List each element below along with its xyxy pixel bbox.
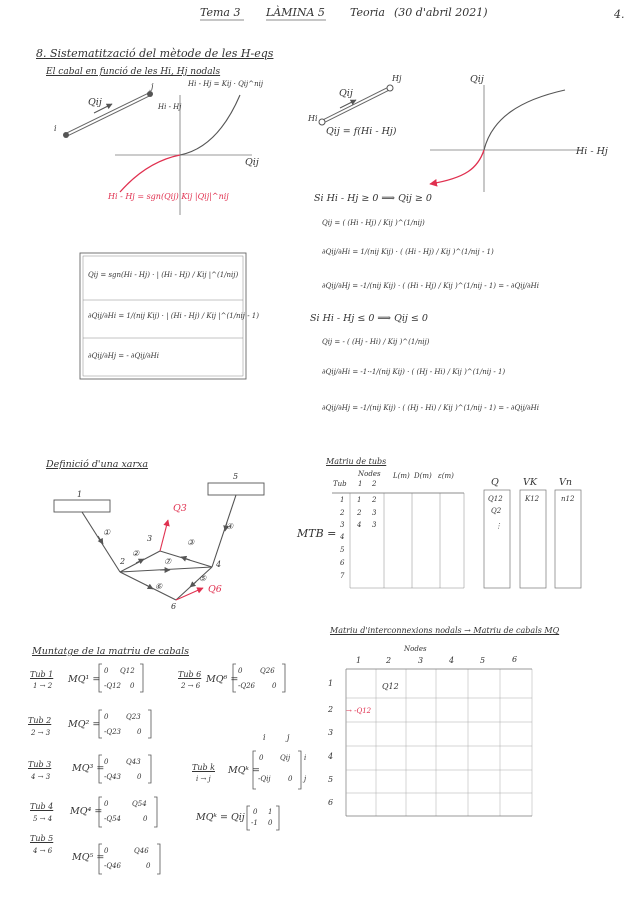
general-compact-m22: 0: [268, 819, 273, 827]
case-negative-dqdhi: ∂Qij/∂Hi = -1·-1/(nij Kij) · ( (Hj - Hi) / Kij )^(1/nij - 1): [322, 368, 506, 376]
general-tub-dir: i → j: [196, 775, 211, 783]
vn-vector-entry-1: n12: [561, 495, 575, 503]
grid-row-3: 3: [328, 728, 334, 737]
mtb-row-3-n2: 3: [372, 521, 377, 529]
grid-col-3: 3: [418, 656, 424, 665]
tub3-dir: 4 → 3: [31, 773, 51, 781]
node-label-2: 2: [120, 557, 126, 566]
case-negative-condition: Si Hi - Hj ≤ 0 ⟹ Qij ≤ 0: [310, 313, 428, 324]
header-sheet: LÀMINA 5: [266, 6, 325, 19]
tub2-m22: 0: [137, 728, 142, 736]
general-compact-m12: 1: [268, 808, 273, 816]
general-col-i: i: [263, 733, 266, 742]
pipe-label-2: ②: [132, 549, 140, 558]
pipe-label-1: ①: [103, 528, 111, 537]
mtb-header-tub: Tub: [333, 480, 347, 488]
tub3-name: Tub 3: [28, 760, 52, 769]
interconnexions-title: Matriu d'interconnexions nodals → Matriu de cabals MQ: [330, 626, 560, 635]
case-positive-dqdhj: ∂Qij/∂Hj = -1/(nij Kij) · ( (Hi - Hj) / Kij )^(1/nij - 1) = - ∂Qij/∂Hi: [322, 282, 540, 290]
tub3-m11: 0: [104, 758, 109, 766]
mtb-header-eps: ε(m): [438, 472, 454, 480]
section-subtitle: El cabal en funció de les Hi, Hj nodals: [46, 67, 221, 77]
tub1-dir: 1 → 2: [33, 682, 53, 690]
grid-cell-2-1: → -Q12: [346, 707, 372, 715]
general-tub-name: Tub k: [192, 763, 215, 772]
general-col-j: j: [287, 733, 290, 742]
general-compact-m21: -1: [251, 819, 258, 827]
general-m21: -Qij: [258, 775, 271, 783]
mtb-header-l: L(m): [393, 472, 410, 480]
boxed-formula-dqdhi: ∂Qij/∂Hi = 1/(nij Kij) · | (Hi - Hj) / Kij |^(1/nij - 1): [88, 312, 259, 320]
tub6-dir: 2 → 6: [181, 682, 201, 690]
tub1-mq-label: MQ¹ =: [68, 674, 101, 685]
general-compact-label: MQᵏ = Qij: [196, 812, 245, 823]
right-relation: Qij = f(Hi - Hj): [326, 126, 397, 137]
general-m12: Qij: [280, 754, 291, 762]
tub4-name: Tub 4: [30, 802, 54, 811]
interconnexions-nodes-label: Nodes: [404, 645, 427, 653]
network-title: Definició d'una xarxa: [46, 459, 149, 470]
general-compact-m11: 0: [253, 808, 258, 816]
tub6-mq-label: MQ⁶ =: [206, 674, 239, 685]
mtb-row-6-tub: 6: [340, 559, 345, 567]
right-axis-y-label: Qij: [470, 74, 484, 85]
mtb-label: MTB =: [297, 527, 337, 540]
mtb-row-1-n2: 2: [372, 496, 377, 504]
tub4-m21: -Q54: [104, 815, 122, 823]
tank-label-5: 5: [233, 472, 239, 481]
mtb-row-2-n1: 2: [357, 509, 362, 517]
case-positive-q: Qij = ( (Hi - Hj) / Kij )^(1/nij): [322, 219, 425, 227]
tub5-m22: 0: [146, 862, 151, 870]
tub2-dir: 2 → 3: [31, 729, 51, 737]
pipe-label-4: ④: [226, 522, 234, 531]
left-node-j: j: [151, 82, 154, 91]
tub1-m11: 0: [104, 667, 109, 675]
left-node-i: i: [54, 124, 57, 133]
case-positive-dqdhi: ∂Qij/∂Hi = 1/(nij Kij) · ( (Hi - Hj) / Kij )^(1/nij - 1): [322, 248, 494, 256]
node-label-4: 4: [216, 560, 222, 569]
tub5-m12: Q46: [134, 847, 149, 855]
grid-col-5: 5: [480, 656, 486, 665]
left-axis-y-label: Hi - Hj: [158, 103, 182, 111]
general-m22: 0: [288, 775, 293, 783]
tub2-m21: -Q23: [104, 728, 122, 736]
tub6-m22: 0: [272, 682, 277, 690]
tub3-m22: 0: [137, 773, 142, 781]
case-positive-condition: Si Hi - Hj ≥ 0 ⟹ Qij ≥ 0: [314, 193, 432, 204]
mtb-row-2-n2: 3: [372, 509, 377, 517]
montatge-title: Muntatge de la matriu de cabals: [32, 646, 190, 657]
grid-col-2: 2: [386, 656, 392, 665]
case-negative-q: Qij = - ( (Hj - Hi) / Kij )^(1/nij): [322, 338, 430, 346]
header-kind: Teoria: [350, 6, 385, 19]
mtb-row-7-tub: 7: [340, 572, 345, 580]
pipe-label-3: ③: [187, 538, 195, 547]
mtb-frames: [332, 490, 581, 588]
left-flow-label: Qij: [88, 97, 102, 108]
vk-vector-header: VK: [523, 477, 537, 488]
tub1-m21: -Q12: [104, 682, 122, 690]
grid-col-4: 4: [449, 656, 455, 665]
mtb-row-5-tub: 5: [340, 546, 345, 554]
pipe-label-6: ⑥: [155, 582, 163, 591]
grid-row-2: 2: [328, 705, 334, 714]
tub1-name: Tub 1: [30, 670, 54, 679]
q-vector-entry-1: Q12: [488, 495, 503, 503]
outflow-label-q6: Q6: [208, 584, 222, 595]
tub2-m11: 0: [104, 713, 109, 721]
qij-vs-hi-hj-plot: [430, 85, 582, 192]
node-label-6: 6: [171, 602, 177, 611]
grid-col-6: 6: [512, 655, 518, 664]
tub4-m11: 0: [104, 800, 109, 808]
tub5-m21: -Q46: [104, 862, 122, 870]
case-negative-dqdhj: ∂Qij/∂Hj = -1/(nij Kij) · ( (Hj - Hi) / Kij )^(1/nij - 1) = - ∂Qij/∂Hi: [322, 404, 540, 412]
grid-row-4: 4: [328, 752, 334, 761]
grid-row-1: 1: [328, 679, 334, 688]
q-vector-entry-3: ⋮: [495, 522, 502, 530]
pipe-ij-right: [319, 85, 393, 125]
vn-vector-header: Vn: [559, 477, 572, 488]
tub1-m12: Q12: [120, 667, 135, 675]
mtb-row-3-n1: 4: [357, 521, 362, 529]
tub2-name: Tub 2: [28, 716, 52, 725]
grid-cell-1-2: Q12: [382, 682, 399, 691]
grid-row-6: 6: [328, 798, 334, 807]
tub2-mq-label: MQ² =: [68, 719, 101, 730]
boxed-formula-q: Qij = sgn(Hi - Hj) · | (Hi - Hj) / Kij |^(1/nij): [88, 271, 239, 279]
left-curve-label: Hi - Hj = Kij · Qij^nij: [188, 80, 263, 88]
tub2-m12: Q23: [126, 713, 141, 721]
section-title: 8. Sistematització del mètode de les H-eqs: [36, 47, 274, 60]
node-label-3: 3: [147, 534, 153, 543]
mtb-header-node1: 1: [358, 480, 363, 488]
general-m11: 0: [259, 754, 264, 762]
tub4-dir: 5 → 4: [33, 815, 53, 823]
general-mq-label: MQᵏ =: [228, 765, 260, 776]
vk-vector-entry-1: K12: [525, 495, 540, 503]
q-vector-header: Q: [491, 477, 499, 488]
tub3-m21: -Q43: [104, 773, 122, 781]
mtb-row-1-n1: 1: [357, 496, 362, 504]
mtb-header-node2: 2: [372, 480, 377, 488]
outflow-label-q3: Q3: [173, 503, 187, 514]
mtb-row-3-tub: 3: [340, 521, 345, 529]
page-number: 4.: [614, 8, 625, 21]
grid-row-5: 5: [328, 775, 334, 784]
right-node-hi: Hi: [308, 114, 318, 123]
tub5-dir: 4 → 6: [33, 847, 53, 855]
general-row-j: j: [304, 775, 307, 783]
tub6-name: Tub 6: [178, 670, 202, 679]
interconnexion-grid: [346, 669, 532, 816]
tub4-m12: Q54: [132, 800, 147, 808]
pipe-ij-left: [63, 91, 153, 138]
right-axis-x-label: Hi - Hj: [576, 146, 608, 157]
right-flow-label: Qij: [339, 88, 353, 99]
tub5-mq-label: MQ⁵ =: [72, 852, 105, 863]
tub5-m11: 0: [104, 847, 109, 855]
grid-col-1: 1: [356, 656, 362, 665]
tub5-name: Tub 5: [30, 834, 54, 843]
tank-label-1: 1: [77, 490, 83, 499]
tub6-m21: -Q26: [238, 682, 256, 690]
right-node-hj: Hj: [392, 74, 402, 83]
q-vector-entry-2: Q2: [491, 507, 502, 515]
tub4-mq-label: MQ⁴ =: [70, 806, 103, 817]
header-date: (30 d'abril 2021): [394, 6, 488, 19]
tub6-m11: 0: [238, 667, 243, 675]
tub3-mq-label: MQ³ =: [72, 763, 105, 774]
boxed-formula-dqdhj: ∂Qij/∂Hj = - ∂Qij/∂Hi: [88, 352, 160, 360]
tub1-m22: 0: [130, 682, 135, 690]
tub3-m12: Q43: [126, 758, 141, 766]
mtb-header-nodes: Nodes: [358, 470, 381, 478]
tub6-m12: Q26: [260, 667, 275, 675]
general-row-i: i: [304, 754, 307, 762]
pipe-label-5: ⑤: [199, 574, 207, 583]
mtb-row-2-tub: 2: [340, 509, 345, 517]
left-red-label: Hi - Hj = sgn(Qij) Kij |Qij|^nij: [108, 192, 229, 201]
mtb-title: Matriu de tubs: [326, 457, 387, 466]
left-axis-x-label: Qij: [245, 157, 259, 168]
tub4-m22: 0: [143, 815, 148, 823]
mtb-row-4-tub: 4: [340, 533, 345, 541]
pipe-label-7: ⑦: [164, 557, 172, 566]
header-topic: Tema 3: [200, 6, 241, 19]
mtb-row-1-tub: 1: [340, 496, 345, 504]
mtb-header-d: D(m): [414, 472, 432, 480]
